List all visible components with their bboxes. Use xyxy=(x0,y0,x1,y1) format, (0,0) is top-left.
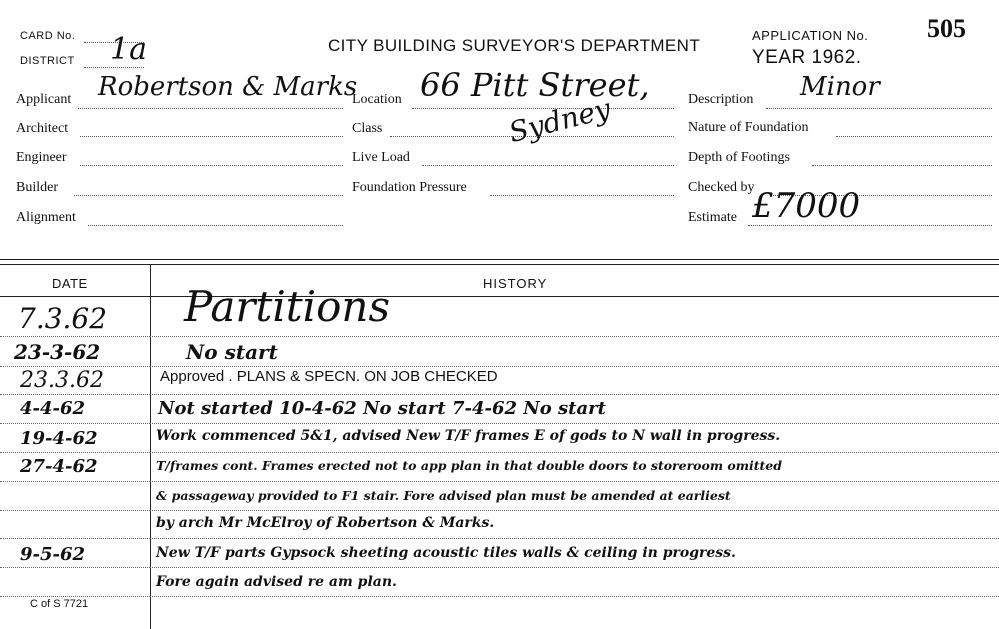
date-line xyxy=(0,452,150,453)
history-entry: Approved . PLANS & SPECN. ON JOB CHECKED xyxy=(160,368,498,385)
applicant-value: Robertson & Marks xyxy=(98,72,358,102)
date-line xyxy=(0,510,150,511)
estimate-label: Estimate xyxy=(688,210,737,225)
nature-of-foundation-label: Nature of Foundation xyxy=(688,120,809,135)
date-line xyxy=(0,394,150,395)
history-entry: by arch Mr McElroy of Robertson & Marks. xyxy=(156,515,495,531)
history-entry: & passageway provided to F1 stair. Fore advised plan must be amended at earliest xyxy=(156,488,731,503)
history-date: 4-4-62 xyxy=(20,398,86,419)
date-line xyxy=(0,423,150,424)
application-no-value: 505 xyxy=(927,14,966,43)
checked-by-label: Checked by xyxy=(688,180,755,195)
history-line xyxy=(150,394,999,395)
district-value: 1a xyxy=(110,32,147,67)
section-divider-top xyxy=(0,259,999,260)
date-line xyxy=(0,366,150,367)
description-line xyxy=(766,108,992,109)
nature-of-foundation-line xyxy=(836,136,992,137)
class-line xyxy=(390,136,674,137)
history-column-header: HISTORY xyxy=(483,276,548,291)
card-no-label: CARD No. xyxy=(20,30,76,42)
alignment-label: Alignment xyxy=(16,210,76,225)
history-entry: Work commenced 5&1, advised New T/F frames E of gods to N wall in progress. xyxy=(156,428,781,444)
date-line xyxy=(0,481,150,482)
location-label: Location xyxy=(352,92,402,107)
history-date: 7.3.62 xyxy=(18,302,108,335)
history-entry: Partitions xyxy=(184,282,391,331)
date-line xyxy=(0,538,150,539)
date-column-header: DATE xyxy=(52,276,88,291)
history-entry: No start xyxy=(186,340,278,364)
location-value-2: Sydney xyxy=(505,91,614,150)
history-date: 27-4-62 xyxy=(20,456,98,477)
form-code: C of S 7721 xyxy=(30,598,89,610)
live-load-line xyxy=(422,165,674,166)
foundation-pressure-label: Foundation Pressure xyxy=(352,180,467,195)
date-line xyxy=(0,567,150,568)
history-date: 23.3.62 xyxy=(20,368,104,393)
district-label: DISTRICT xyxy=(20,55,75,67)
depth-of-footings-label: Depth of Footings xyxy=(688,150,790,165)
history-line xyxy=(150,567,999,568)
date-line xyxy=(0,336,150,337)
history-line xyxy=(150,481,999,482)
estimate-value: £7000 xyxy=(752,186,861,226)
builder-line xyxy=(74,195,343,196)
description-label: Description xyxy=(688,92,754,107)
history-entry: Not started 10-4-62 No start 7-4-62 No start xyxy=(158,398,606,419)
history-line xyxy=(150,423,999,424)
application-no-label: APPLICATION No. xyxy=(752,28,869,43)
history-date: 23-3-62 xyxy=(14,340,101,364)
department-title: CITY BUILDING SURVEYOR'S DEPARTMENT xyxy=(328,36,701,55)
history-date: 19-4-62 xyxy=(20,428,98,449)
applicant-line xyxy=(78,108,343,109)
history-line xyxy=(150,366,999,367)
engineer-label: Engineer xyxy=(16,150,67,165)
history-date: 9-5-62 xyxy=(20,544,86,565)
applicant-label: Applicant xyxy=(16,92,72,107)
description-value: Minor xyxy=(800,72,880,102)
history-line xyxy=(150,336,999,337)
history-entry: T/frames cont. Frames erected not to app plan in that double doors to storeroom omitted xyxy=(156,458,782,473)
date-line xyxy=(0,596,150,597)
architect-line xyxy=(80,136,343,137)
history-line xyxy=(150,452,999,453)
history-entry: New T/F parts Gypsock sheeting acoustic tiles walls & ceiling in progress. xyxy=(156,545,736,561)
history-line xyxy=(150,510,999,511)
depth-of-footings-line xyxy=(812,165,992,166)
column-divider xyxy=(150,265,151,629)
builder-label: Builder xyxy=(16,180,58,195)
foundation-pressure-line xyxy=(490,195,674,196)
year: YEAR 1962. xyxy=(752,47,862,68)
alignment-line xyxy=(88,225,343,226)
architect-label: Architect xyxy=(16,121,69,136)
engineer-line xyxy=(80,165,343,166)
class-label: Class xyxy=(352,121,383,136)
district-line xyxy=(84,67,144,68)
location-value: 66 Pitt Street, xyxy=(420,66,650,104)
live-load-label: Live Load xyxy=(352,150,410,165)
history-entry: Fore again advised re am plan. xyxy=(156,574,397,590)
history-line xyxy=(150,596,999,597)
history-line xyxy=(150,538,999,539)
